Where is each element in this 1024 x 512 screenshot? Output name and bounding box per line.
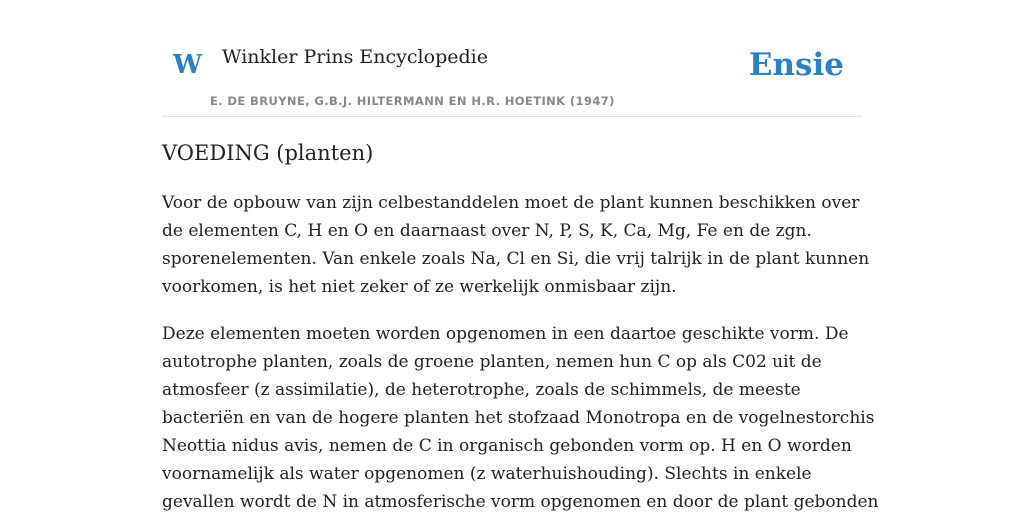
paragraph-line: voorkomen, is het niet zeker of ze werkelijk onmisbaar zijn. [162, 277, 677, 298]
paragraph-line: de elementen C, H en O en daarnaast over N, P, S, K, Ca, Mg, Fe en de zgn. [162, 221, 812, 242]
paragraph-line: autotrophe planten, zoals de groene planten, nemen hun C op als C02 uit de [162, 352, 822, 373]
paragraph-line: Deze elementen moeten worden opgenomen in een daartoe geschikte vorm. De [162, 324, 849, 345]
paragraph-line: sporenelementen. Van enkele zoals Na, Cl en Si, die vrij talrijk in de plant kunnen [162, 249, 870, 270]
paragraph-line: Neottia nidus avis, nemen de C in organisch gebonden vorm op. H en O worden [162, 436, 852, 457]
paragraph-line: voornamelijk als water opgenomen (z waterhuishouding). Slechts in enkele [162, 464, 812, 485]
paragraph-line: gevallen wordt de N in atmosferische vorm opgenomen en door de plant gebonden [162, 492, 879, 512]
paragraph-line: bacteriën en van de hogere planten het stofzaad Monotropa en de vogelnestorchis [162, 408, 875, 429]
encyclopedia-logo[interactable]: W [173, 50, 203, 80]
article-title: VOEDING (planten) [162, 141, 374, 165]
encyclopedia-title[interactable]: Winkler Prins Encyclopedie [222, 46, 488, 68]
paragraph-line: Voor de opbouw van zijn celbestanddelen moet de plant kunnen beschikken over [162, 193, 860, 214]
ensie-logo[interactable]: Ensie [748, 47, 844, 83]
article [162, 140, 879, 512]
authors-line: E. DE BRUYNE, G.B.J. HILTERMANN EN H.R. HOETINK (1947) [210, 94, 615, 108]
header [162, 0, 862, 117]
paragraph-2 [162, 320, 879, 512]
paragraph-line: atmosfeer (z assimilatie), de heterotrophe, zoals de schimmels, de meeste [162, 380, 801, 401]
paragraph-1 [162, 189, 870, 301]
